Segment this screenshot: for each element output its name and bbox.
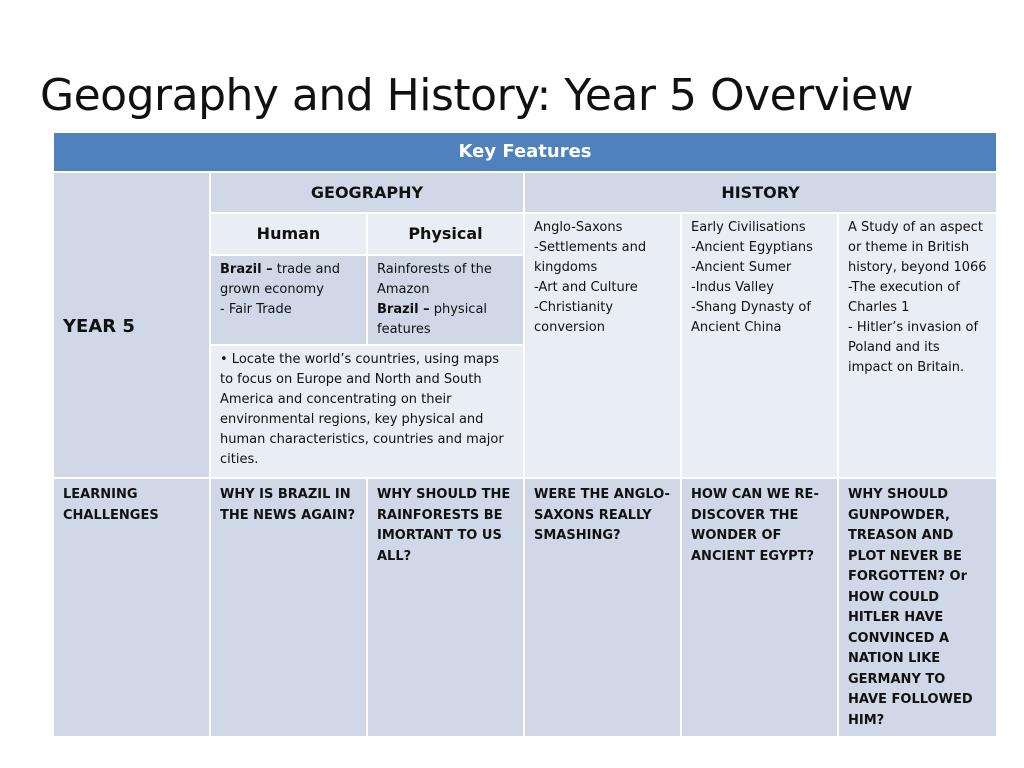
- physical-header: Physical: [367, 213, 524, 255]
- brazil-label: Brazil –: [220, 262, 273, 277]
- challenge-cell: WERE THE ANGLO-SAXONS REALLY SMASHING?: [524, 478, 681, 737]
- history-line: -Shang Dynasty of Ancient China: [691, 300, 811, 335]
- history-line: -Ancient Egyptians: [691, 240, 813, 255]
- challenge-cell: WHY SHOULD THE RAINFORESTS BE IMORTANT TO US ALL?: [367, 478, 524, 737]
- history-line: -Art and Culture: [534, 280, 638, 295]
- year-label: YEAR 5: [53, 172, 210, 478]
- human-header: Human: [210, 213, 367, 255]
- history-line: Anglo-Saxons: [534, 220, 623, 235]
- history-early-civilisations-cell: [681, 213, 838, 478]
- history-header: HISTORY: [524, 172, 997, 213]
- history-line: -Christianity conversion: [534, 300, 614, 335]
- slide-title: Geography and History: Year 5 Overview: [40, 70, 914, 121]
- history-line: Early Civilisations: [691, 220, 806, 235]
- history-line: -Ancient Sumer: [691, 260, 792, 275]
- overview-table: [52, 131, 998, 738]
- rainforests-text: Rainforests of the Amazon: [377, 262, 492, 297]
- geography-header: GEOGRAPHY: [210, 172, 524, 213]
- brazil-text: physical features: [377, 302, 488, 337]
- history-anglo-saxons-cell: [524, 213, 681, 478]
- history-line: -The execution of Charles 1: [848, 280, 960, 315]
- brazil-label: Brazil –: [377, 302, 430, 317]
- challenge-cell: WHY IS BRAZIL IN THE NEWS AGAIN?: [210, 478, 367, 737]
- challenge-cell: WHY SHOULD GUNPOWDER, TREASON AND PLOT NEVER BE FORGOTTEN? Or HOW COULD HITLER HAVE CONVINCED A NATION LIKE GERMANY TO HAVE FOLLOWED HIM?: [838, 478, 997, 737]
- human-geography-cell: [210, 255, 367, 345]
- physical-geography-cell: [367, 255, 524, 345]
- history-line: -Indus Valley: [691, 280, 774, 295]
- learning-challenges-label: LEARNING CHALLENGES: [53, 478, 210, 737]
- history-line: -Settlements and kingdoms: [534, 240, 647, 275]
- fair-trade-text: - Fair Trade: [220, 302, 292, 317]
- key-features-header: Key Features: [53, 132, 997, 172]
- history-line: A Study of an aspect or theme in British history, beyond 1066: [848, 220, 987, 275]
- locate-countries-cell: • Locate the world’s countries, using maps to focus on Europe and North and South America and concentrating on their environmental regions, key physical and human characteristics, countries and major cities.: [210, 345, 524, 478]
- brazil-text: trade and grown economy: [220, 262, 340, 297]
- challenge-cell: HOW CAN WE RE-DISCOVER THE WONDER OF ANCIENT EGYPT?: [681, 478, 838, 737]
- history-british-study-cell: [838, 213, 997, 478]
- history-line: - Hitler’s invasion of Poland and its impact on Britain.: [848, 320, 979, 375]
